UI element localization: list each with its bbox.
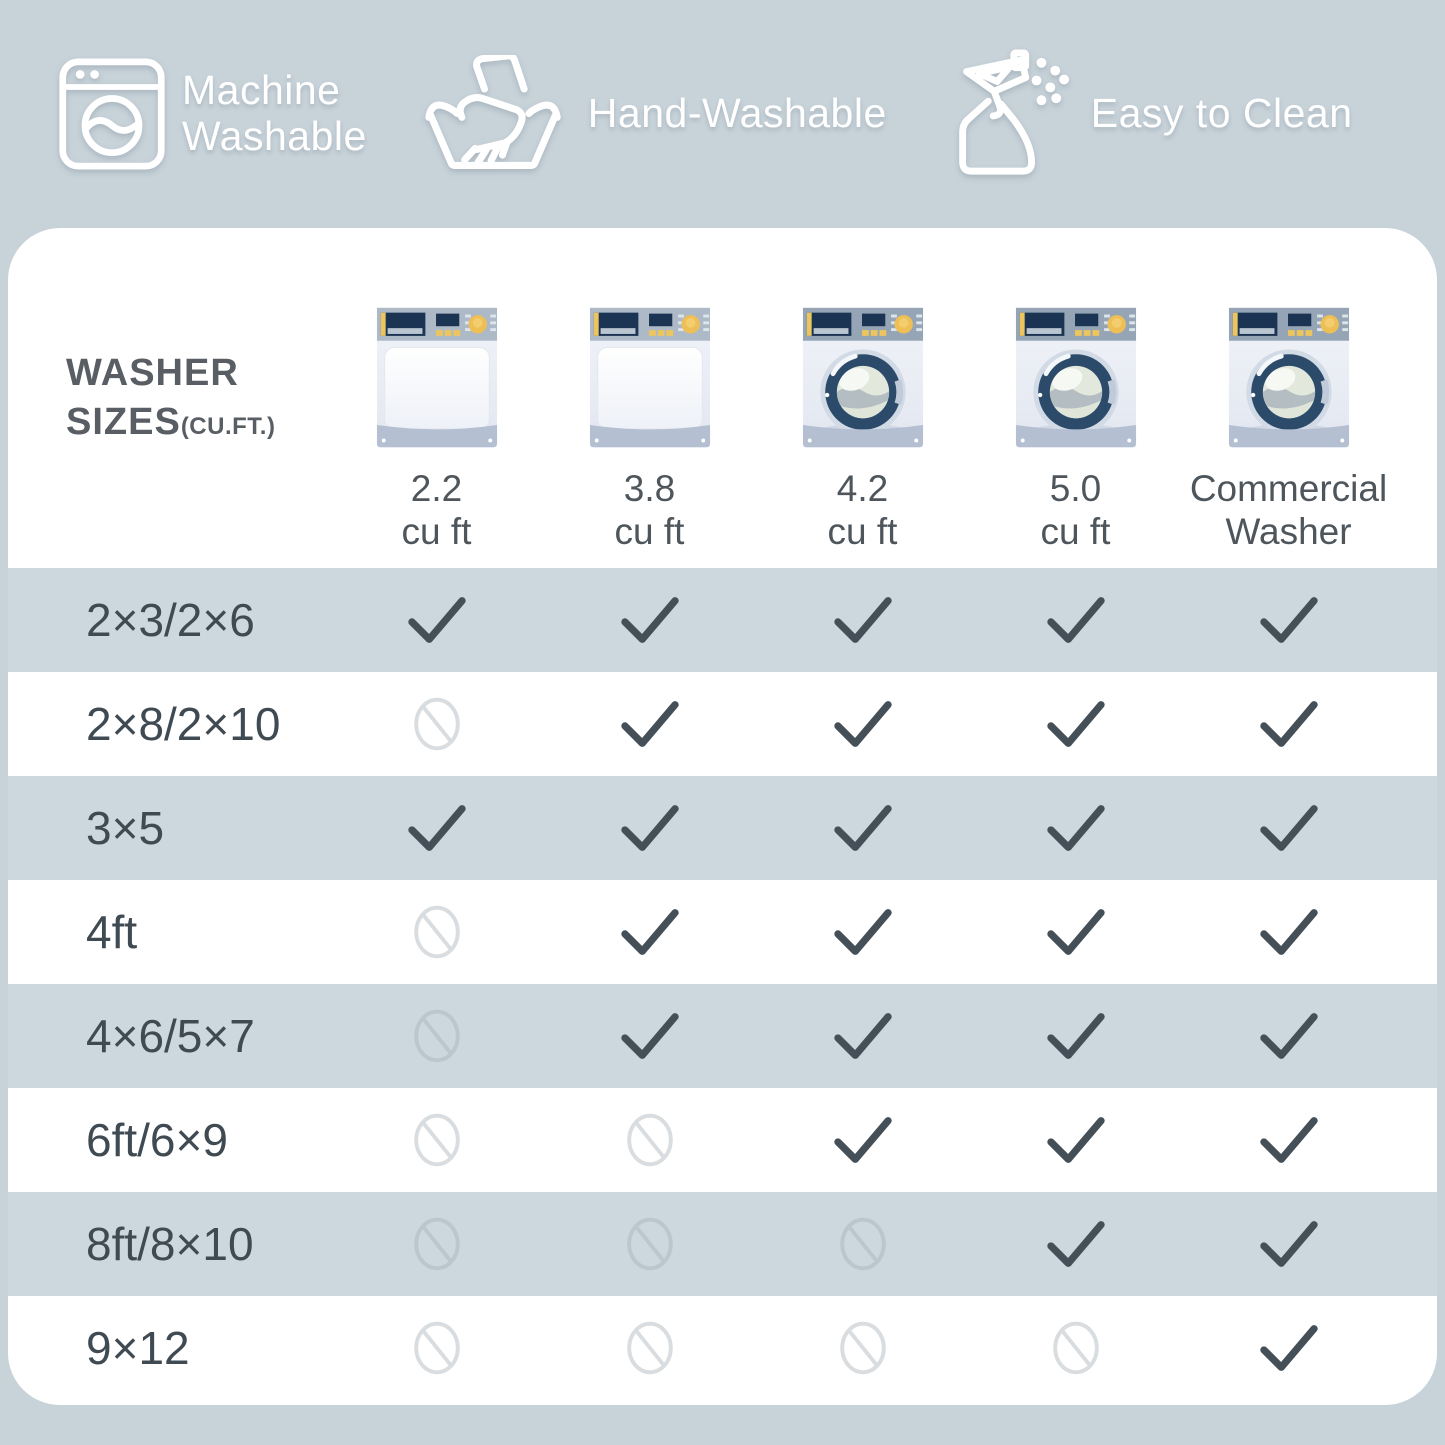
- table-header: [8, 228, 1437, 568]
- washer-column-header: [330, 302, 543, 568]
- compatibility-cell: [756, 801, 969, 855]
- check-icon: [619, 593, 681, 647]
- not-allowed-icon: [624, 1214, 676, 1274]
- compatibility-cell: [756, 593, 969, 647]
- compatibility-cell: [1182, 905, 1395, 959]
- compatibility-cell: [969, 905, 1182, 959]
- not-allowed-icon: [411, 1006, 463, 1066]
- compatibility-cell: [330, 902, 543, 962]
- compatibility-cell: [543, 1110, 756, 1170]
- compatibility-cell: [969, 1009, 1182, 1063]
- compatibility-cell: [543, 1214, 756, 1274]
- compatibility-cell: [969, 801, 1182, 855]
- compatibility-cell: [330, 1006, 543, 1066]
- compatibility-cell: [756, 1318, 969, 1378]
- hand-wash-icon: [422, 55, 564, 173]
- not-allowed-icon: [411, 1214, 463, 1274]
- check-icon: [1045, 1113, 1107, 1167]
- check-icon: [619, 1009, 681, 1063]
- rug-size-label: 2×8/2×10: [86, 698, 281, 750]
- washer-size-label: 3.8 cu ft: [614, 467, 685, 553]
- rug-size-label: 9×12: [86, 1322, 190, 1374]
- not-allowed-icon: [411, 694, 463, 754]
- check-icon: [832, 1113, 894, 1167]
- compatibility-cell: [969, 697, 1182, 751]
- check-icon: [1258, 697, 1320, 751]
- check-icon: [1045, 801, 1107, 855]
- feature-machine-washable: [56, 54, 367, 174]
- check-icon: [619, 697, 681, 751]
- washing-machine-icon: [56, 54, 168, 174]
- compatibility-cell: [1182, 593, 1395, 647]
- compatibility-cell: [330, 1110, 543, 1170]
- not-allowed-icon: [837, 1318, 889, 1378]
- check-icon: [406, 801, 468, 855]
- check-icon: [619, 801, 681, 855]
- compatibility-cell: [756, 1214, 969, 1274]
- compatibility-cell: [543, 1009, 756, 1063]
- compatibility-cell: [1182, 801, 1395, 855]
- compatibility-cell: [756, 1009, 969, 1063]
- compatibility-cell: [330, 593, 543, 647]
- compatibility-cell: [543, 801, 756, 855]
- compatibility-cell: [543, 697, 756, 751]
- washer-sizes-title: WASHER SIZES(CU.FT.): [66, 351, 276, 443]
- washer-size-table-card: [8, 228, 1437, 1405]
- check-icon: [1045, 593, 1107, 647]
- check-icon: [1045, 1217, 1107, 1271]
- compatibility-cell: [1182, 1009, 1395, 1063]
- compatibility-cell: [330, 1214, 543, 1274]
- feature-label: Easy to Clean: [1090, 90, 1353, 137]
- not-allowed-icon: [1050, 1318, 1102, 1378]
- feature-easy-to-clean: [939, 47, 1353, 181]
- washer-column-header: [969, 302, 1182, 568]
- check-icon: [832, 905, 894, 959]
- table-row: [8, 1088, 1437, 1192]
- front-load-washer-illustration: [801, 302, 925, 455]
- check-icon: [1258, 905, 1320, 959]
- compatibility-cell: [330, 694, 543, 754]
- compatibility-cell: [1182, 1113, 1395, 1167]
- check-icon: [832, 1009, 894, 1063]
- spray-bottle-icon: [939, 47, 1071, 181]
- washer-column-header: [756, 302, 969, 568]
- compatibility-cell: [756, 697, 969, 751]
- not-allowed-icon: [624, 1110, 676, 1170]
- table-row: [8, 672, 1437, 776]
- rug-size-label: 3×5: [86, 802, 165, 854]
- compatibility-cell: [330, 1318, 543, 1378]
- washer-size-label: 2.2 cu ft: [401, 467, 472, 553]
- check-icon: [1258, 1217, 1320, 1271]
- check-icon: [619, 905, 681, 959]
- compatibility-cell: [543, 593, 756, 647]
- front-load-washer-illustration: [1014, 302, 1138, 455]
- table-row: [8, 984, 1437, 1088]
- not-allowed-icon: [837, 1214, 889, 1274]
- washer-size-label: Commercial Washer: [1189, 467, 1388, 553]
- not-allowed-icon: [624, 1318, 676, 1378]
- rug-size-label: 2×3/2×6: [86, 594, 255, 646]
- compatibility-cell: [756, 905, 969, 959]
- features-header: [0, 0, 1445, 228]
- check-icon: [1258, 1113, 1320, 1167]
- feature-label: Machine Washable: [182, 67, 367, 159]
- check-icon: [832, 593, 894, 647]
- check-icon: [832, 697, 894, 751]
- check-icon: [1258, 801, 1320, 855]
- feature-label: Hand-Washable: [587, 90, 887, 137]
- compatibility-cell: [969, 1113, 1182, 1167]
- check-icon: [406, 593, 468, 647]
- compatibility-cell: [969, 1318, 1182, 1378]
- check-icon: [1258, 1321, 1320, 1375]
- table-body: [8, 568, 1437, 1400]
- feature-hand-washable: [422, 55, 887, 173]
- compatibility-cell: [1182, 1217, 1395, 1271]
- washer-column-header: [1182, 302, 1395, 568]
- compatibility-cell: [756, 1113, 969, 1167]
- top-load-washer-illustration: [588, 302, 712, 455]
- check-icon: [1045, 697, 1107, 751]
- washer-column-header: [543, 302, 756, 568]
- compatibility-cell: [969, 593, 1182, 647]
- top-load-washer-illustration: [375, 302, 499, 455]
- compatibility-cell: [330, 801, 543, 855]
- check-icon: [1258, 1009, 1320, 1063]
- table-row: [8, 1192, 1437, 1296]
- check-icon: [1258, 593, 1320, 647]
- check-icon: [1045, 905, 1107, 959]
- not-allowed-icon: [411, 1318, 463, 1378]
- check-icon: [1045, 1009, 1107, 1063]
- rug-size-label: 6ft/6×9: [86, 1114, 228, 1166]
- front-load-washer-illustration: [1227, 302, 1351, 455]
- washer-size-label: 4.2 cu ft: [827, 467, 898, 553]
- table-row: [8, 568, 1437, 672]
- table-row: [8, 1296, 1437, 1400]
- washer-size-label: 5.0 cu ft: [1040, 467, 1111, 553]
- not-allowed-icon: [411, 1110, 463, 1170]
- compatibility-cell: [543, 1318, 756, 1378]
- table-row: [8, 776, 1437, 880]
- rug-size-label: 4×6/5×7: [86, 1010, 255, 1062]
- table-row: [8, 880, 1437, 984]
- compatibility-cell: [969, 1217, 1182, 1271]
- compatibility-cell: [543, 905, 756, 959]
- compatibility-cell: [1182, 697, 1395, 751]
- compatibility-cell: [1182, 1321, 1395, 1375]
- check-icon: [832, 801, 894, 855]
- rug-size-label: 4ft: [86, 906, 138, 958]
- rug-size-label: 8ft/8×10: [86, 1218, 254, 1270]
- not-allowed-icon: [411, 902, 463, 962]
